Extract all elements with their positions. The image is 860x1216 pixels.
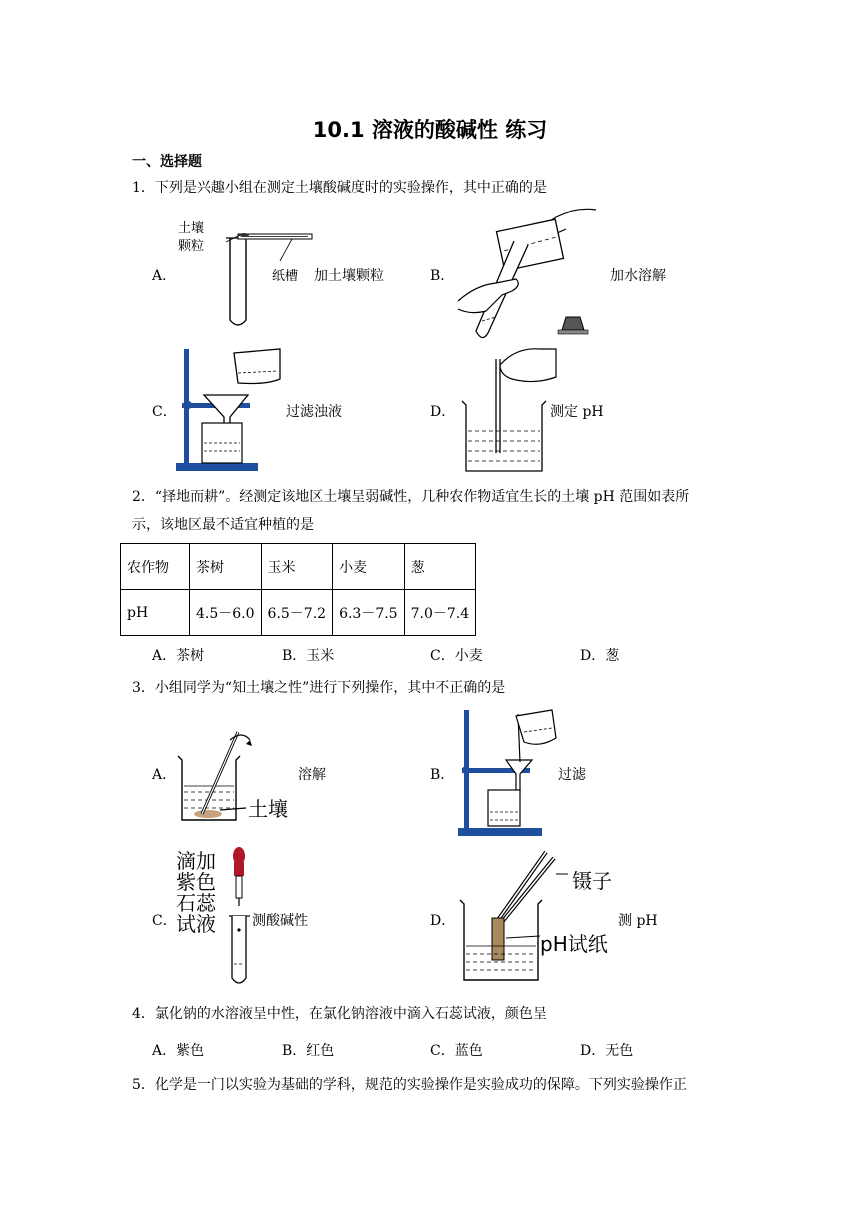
q3-d-label-tweezers: 镊子 — [572, 869, 612, 893]
question-1-stem: 1．下列是兴趣小组在测定土壤酸碱度时的实验操作，其中正确的是 — [132, 180, 547, 196]
q3-option-d-caption: 测 pH — [618, 913, 658, 929]
q1-option-d-letter: D． — [430, 404, 456, 420]
page-title: 10.1 溶液的酸碱性 练习 — [312, 118, 548, 142]
question-3-stem: 3．小组同学为“知土壤之性”进行下列操作，其中不正确的是 — [132, 680, 506, 696]
q1-option-c-letter: C． — [152, 404, 177, 420]
q3-a-dissolve-illustration — [176, 726, 256, 824]
table-cell: 葱 — [404, 544, 476, 590]
q4-option-b: B．红色 — [282, 1043, 335, 1059]
q2-option-a: A．茶树 — [152, 648, 205, 664]
q1-c-filtration-illustration — [176, 343, 286, 475]
table-cell: 小麦 — [333, 544, 405, 590]
q1-a-test-tube-illustration — [212, 228, 322, 330]
q3-c-label-reagent: 试液 — [176, 912, 216, 936]
table-cell: pH — [121, 590, 190, 636]
table-row — [121, 590, 476, 636]
table-cell: 6.3－7.5 — [333, 590, 405, 636]
q3-option-c-letter: C． — [152, 913, 177, 929]
q1-d-measure-ph-illustration — [460, 343, 560, 475]
q3-b-filtration-illustration — [456, 708, 566, 838]
q3-option-d-letter: D． — [430, 913, 456, 929]
q3-d-ph-paper-illustration — [458, 848, 578, 988]
table-cell: 农作物 — [121, 544, 190, 590]
q3-c-label-litmus: 石蕊 — [176, 891, 216, 915]
q1-option-d-caption: 测定 pH — [550, 404, 604, 420]
q1-option-a-caption: 加土壤颗粒 — [314, 268, 384, 284]
q1-option-b-caption: 加水溶解 — [610, 268, 666, 284]
q3-c-dropper-illustration — [222, 846, 262, 990]
q3-option-c-caption: 测酸碱性 — [252, 913, 308, 929]
table-header-row — [121, 544, 476, 590]
table-cell: 玉米 — [261, 544, 333, 590]
q2-option-d: D．葱 — [580, 648, 620, 664]
q4-option-c: C．蓝色 — [430, 1043, 483, 1059]
q4-option-a: A．紫色 — [152, 1043, 205, 1059]
q3-c-label-purple: 紫色 — [176, 870, 216, 894]
question-2-stem-line2: 示，该地区最不适宜种植的是 — [132, 517, 314, 533]
table-cell: 7.0－7.4 — [404, 590, 476, 636]
q2-option-b: B．玉米 — [282, 648, 335, 664]
table-cell: 6.5－7.2 — [261, 590, 333, 636]
question-5-stem: 5．化学是一门以实验为基础的学科，规范的实验操作是实验成功的保障。下列实验操作正 — [132, 1077, 687, 1093]
table-cell: 茶树 — [190, 544, 262, 590]
question-4-stem: 4．氯化钠的水溶液呈中性，在氯化钠溶液中滴入石蕊试液，颜色呈 — [132, 1006, 547, 1022]
q3-a-label-soil: 土壤 — [248, 797, 288, 821]
question-2-stem-line1: 2．“择地而耕”。经测定该地区土壤呈弱碱性，几种农作物适宜生长的土壤 pH 范围如表所 — [132, 489, 690, 505]
q1-option-a-letter: A． — [152, 268, 177, 284]
q1-a-label-paper-trough: 纸槽 — [272, 269, 299, 284]
q1-b-pouring-water-illustration — [456, 205, 616, 340]
section-heading: 一、选择题 — [132, 154, 202, 170]
q3-option-b-letter: B． — [430, 767, 455, 783]
q3-c-label-drop: 滴加 — [176, 849, 216, 873]
q3-option-a-letter: A． — [152, 767, 177, 783]
q3-option-a-caption: 溶解 — [298, 767, 326, 783]
q4-option-d: D．无色 — [580, 1043, 634, 1059]
table-cell: 4.5－6.0 — [190, 590, 262, 636]
q1-a-label-particles: 颗粒 — [178, 239, 205, 254]
q3-option-b-caption: 过滤 — [558, 767, 586, 783]
q1-option-c-caption: 过滤浊液 — [286, 404, 342, 420]
q2-option-c: C．小麦 — [430, 648, 483, 664]
q1-option-b-letter: B． — [430, 268, 455, 284]
q1-a-label-soil: 土壤 — [178, 221, 205, 236]
q3-d-label-ph-paper: pH试纸 — [540, 932, 608, 956]
crop-ph-table — [120, 543, 476, 636]
